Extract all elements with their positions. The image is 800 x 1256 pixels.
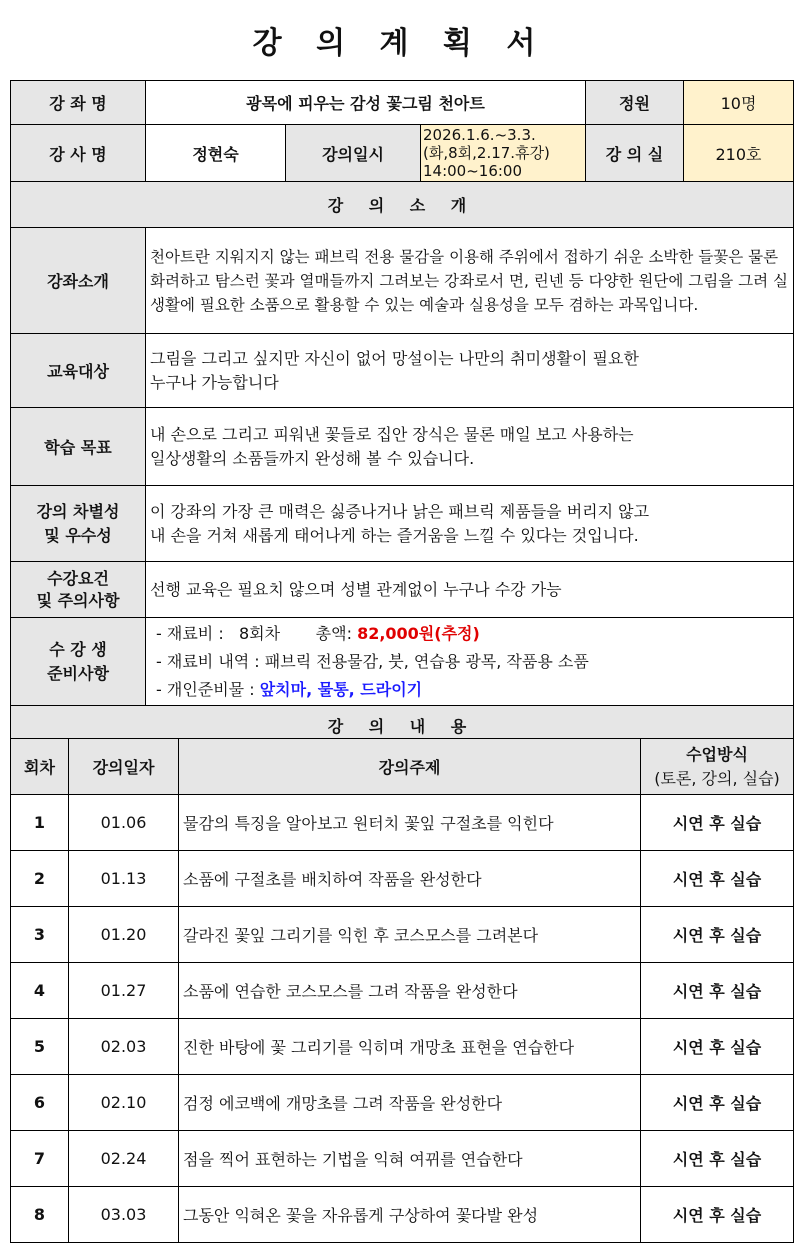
fee-detail: - 재료비 내역 : 패브릭 전용물감, 붓, 연습용 광목, 작품용 소품 <box>156 651 589 671</box>
session-topic: 검정 에코백에 개망초를 그려 작품을 완성한다 <box>179 1075 641 1131</box>
session-method: 시연 후 실습 <box>641 795 794 851</box>
strength-text <box>146 486 794 562</box>
room-value: 210호 <box>684 125 794 182</box>
session-method: 시연 후 실습 <box>641 963 794 1019</box>
session-method: 시연 후 실습 <box>641 1075 794 1131</box>
goal-text <box>146 408 794 486</box>
requirement-label-line: 수강요건 <box>47 568 109 588</box>
strength-line: 내 손을 거쳐 새롭게 태어나게 하는 즐거움을 느낄 수 있다는 것입니다. <box>150 525 639 545</box>
session-method: 시연 후 실습 <box>641 1019 794 1075</box>
session-topic: 갈라진 꽃잎 그리기를 익힌 후 코스모스를 그려본다 <box>179 907 641 963</box>
session-topic: 소품에 구절초를 배치하여 작품을 완성한다 <box>179 851 641 907</box>
session-number: 4 <box>11 963 69 1019</box>
session-number: 6 <box>11 1075 69 1131</box>
table-row <box>11 907 794 963</box>
target-line: 그림을 그리고 싶지만 자신이 없어 망설이는 나만의 취미생활이 필요한 <box>150 348 639 368</box>
schedule-dates: 2026.1.6.~3.3. <box>423 126 536 144</box>
session-date: 02.24 <box>69 1131 179 1187</box>
requirement-label <box>11 562 146 618</box>
intro-section-header: 강 의 소 개 <box>11 182 794 228</box>
fee-label: - 재료비 : 8회차 총액: <box>156 623 352 643</box>
session-topic: 그동안 익혀온 꽃을 자유롭게 구상하여 꽃다발 완성 <box>179 1187 641 1243</box>
table-row <box>11 795 794 851</box>
session-number: 7 <box>11 1131 69 1187</box>
goal-line: 일상생활의 소품들까지 완성해 볼 수 있습니다. <box>150 448 475 468</box>
intro-label: 강좌소개 <box>11 228 146 334</box>
session-topic: 소품에 연습한 코스모스를 그려 작품을 완성한다 <box>179 963 641 1019</box>
session-date: 01.27 <box>69 963 179 1019</box>
intro-text: 천아트란 지워지지 않는 패브릭 전용 물감을 이용해 주위에서 접하기 쉬운 소박한 들꽃은 물론 화려하고 탐스런 꽃과 열매들까지 그려보는 강좌로서 면, 린넨 등 다양한 원단에 그림을 그려 실생활에 필요한 소품으로 활용할 수 있는 예술과 실용성을 모두 겸하는 과목입니다. <box>146 228 794 334</box>
target-line: 누구나 가능합니다 <box>150 372 279 392</box>
col-header-method <box>641 739 794 795</box>
prep-label-line: 수 강 생 <box>49 639 107 659</box>
session-topic: 점을 찍어 표현하는 기법을 익혀 여뀌를 연습한다 <box>179 1131 641 1187</box>
schedule-table <box>10 738 794 1243</box>
session-method: 시연 후 실습 <box>641 1187 794 1243</box>
session-number: 2 <box>11 851 69 907</box>
fee-line <box>146 620 793 648</box>
method-header-line: 수업방식 <box>686 744 748 764</box>
session-method: 시연 후 실습 <box>641 907 794 963</box>
session-method: 시연 후 실습 <box>641 851 794 907</box>
table-row <box>11 851 794 907</box>
session-topic: 진한 바탕에 꽃 그리기를 익히며 개망초 표현을 연습한다 <box>179 1019 641 1075</box>
schedule-value <box>421 125 586 182</box>
capacity-value: 10명 <box>684 81 794 125</box>
prep-label-line: 준비사항 <box>47 663 109 683</box>
fee-total: 82,000원(추정) <box>357 623 480 643</box>
capacity-label: 정원 <box>586 81 684 125</box>
table-row <box>11 1075 794 1131</box>
instructor-name: 정현숙 <box>146 125 286 182</box>
table-row <box>11 963 794 1019</box>
table-row <box>11 1019 794 1075</box>
strength-line: 이 강좌의 가장 큰 매력은 싫증나거나 낡은 패브릭 제품들을 버리지 않고 <box>150 501 650 521</box>
document-title: 강 의 계 획 서 <box>252 26 548 61</box>
personal-label: - 개인준비물 : <box>156 679 255 699</box>
strength-label-line: 강의 차별성 <box>36 501 120 521</box>
col-header-no: 회차 <box>11 739 69 795</box>
session-number: 3 <box>11 907 69 963</box>
table-row <box>11 1131 794 1187</box>
session-number: 8 <box>11 1187 69 1243</box>
content-section-header: 강 의 내 용 <box>11 706 794 746</box>
method-header-sub: (토론, 강의, 실습) <box>654 768 780 788</box>
session-date: 02.10 <box>69 1075 179 1131</box>
goal-line: 내 손으로 그리고 피워낸 꽃들로 집안 장식은 물론 매일 보고 사용하는 <box>150 424 634 444</box>
schedule-label: 강의일시 <box>286 125 421 182</box>
prep-content <box>146 618 794 706</box>
schedule-header-row <box>11 739 794 795</box>
personal-items: 앞치마, 물통, 드라이기 <box>259 679 423 699</box>
session-method: 시연 후 실습 <box>641 1131 794 1187</box>
session-date: 01.06 <box>69 795 179 851</box>
prep-label <box>11 618 146 706</box>
session-date: 03.03 <box>69 1187 179 1243</box>
course-name: 광목에 피우는 감성 꽃그림 천아트 <box>146 81 586 125</box>
table-row <box>11 1187 794 1243</box>
goal-label: 학습 목표 <box>11 408 146 486</box>
col-header-topic: 강의주제 <box>179 739 641 795</box>
room-label: 강 의 실 <box>586 125 684 182</box>
requirement-text: 선행 교육은 필요치 않으며 성별 관계없이 누구나 수강 가능 <box>146 562 794 618</box>
session-topic: 물감의 특징을 알아보고 원터치 꽃잎 구절초를 익힌다 <box>179 795 641 851</box>
session-date: 01.20 <box>69 907 179 963</box>
schedule-time: 14:00~16:00 <box>423 162 523 180</box>
course-name-label: 강 좌 명 <box>11 81 146 125</box>
personal-line <box>146 676 793 704</box>
strength-label <box>11 486 146 562</box>
target-label: 교육대상 <box>11 334 146 408</box>
session-number: 1 <box>11 795 69 851</box>
instructor-label: 강 사 명 <box>11 125 146 182</box>
strength-label-line: 및 우수성 <box>44 525 112 545</box>
requirement-label-line: 및 주의사항 <box>36 590 120 610</box>
session-date: 01.13 <box>69 851 179 907</box>
session-number: 5 <box>11 1019 69 1075</box>
target-text <box>146 334 794 408</box>
schedule-note: (화,8회,2.17.휴강) <box>423 144 550 162</box>
course-info-table <box>10 80 794 746</box>
session-date: 02.03 <box>69 1019 179 1075</box>
col-header-date: 강의일자 <box>69 739 179 795</box>
